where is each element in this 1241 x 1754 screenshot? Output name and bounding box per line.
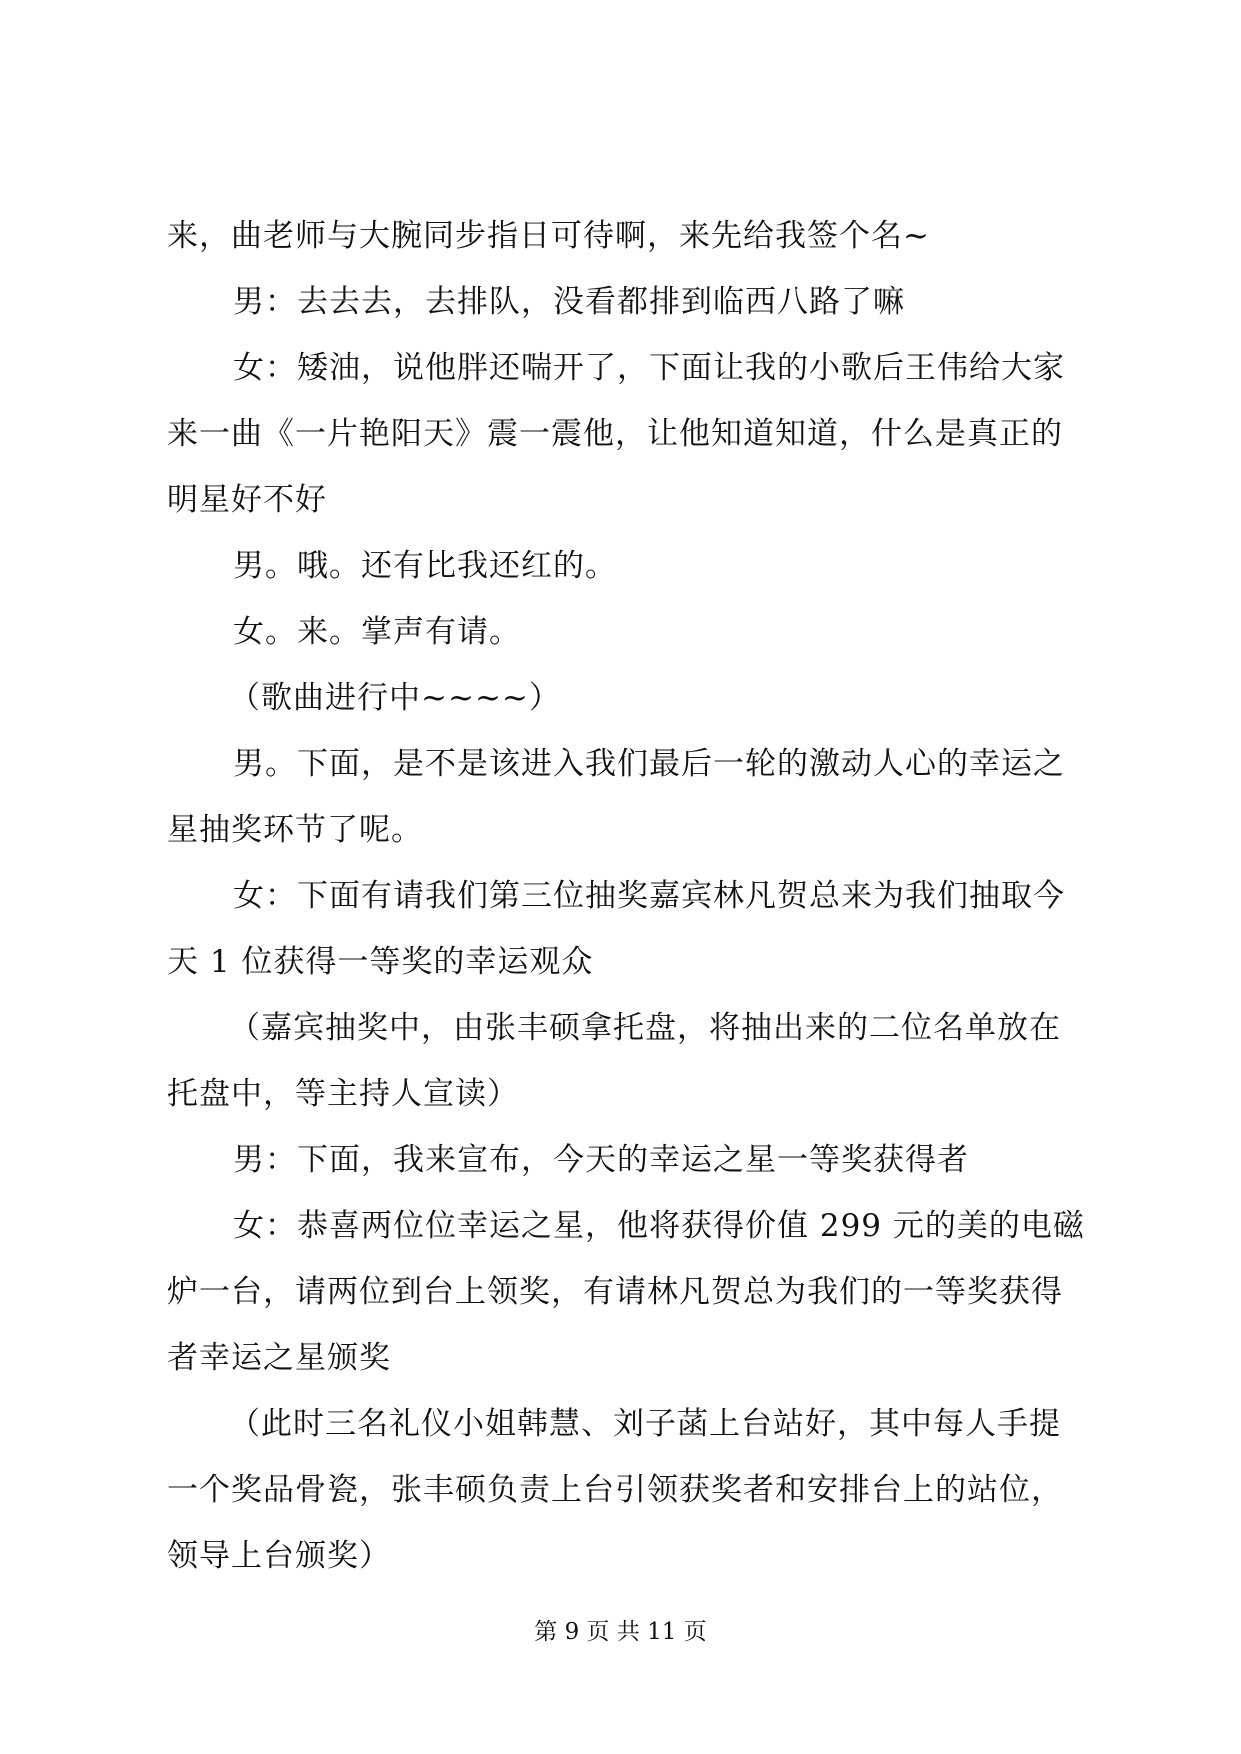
text-line: 男。下面，是不是该进入我们最后一轮的激动人心的幸运之 bbox=[233, 746, 1065, 782]
page-footer bbox=[0, 1617, 1241, 1647]
text-line: 来一曲《一片艳阳天》震一震他，让他知道知道，什么是真正的 bbox=[167, 416, 1063, 452]
text-line: 来，曲老师与大腕同步指日可待啊，来先给我签个名~ bbox=[167, 218, 930, 254]
text-line: 托盘中，等主持人宣读） bbox=[167, 1076, 519, 1112]
text-line: 明星好不好 bbox=[167, 482, 327, 518]
page-number-label: 第 9 页 共 11 页 bbox=[534, 1619, 707, 1645]
text-line: 炉一台，请两位到台上领奖，有请林凡贺总为我们的一等奖获得 bbox=[167, 1274, 1063, 1310]
text-line: 女：矮油，说他胖还喘开了，下面让我的小歌后王伟给大家 bbox=[233, 350, 1065, 386]
text-line: 天 1 位获得一等奖的幸运观众 bbox=[167, 944, 594, 980]
text-line: 者幸运之星颁奖 bbox=[167, 1340, 391, 1376]
text-line: 男。哦。还有比我还红的。 bbox=[233, 548, 617, 584]
text-line: 女：下面有请我们第三位抽奖嘉宾林凡贺总来为我们抽取今 bbox=[233, 878, 1065, 914]
text-line: 领导上台颁奖） bbox=[167, 1538, 391, 1574]
text-line: 一个奖品骨瓷，张丰硕负责上台引领获奖者和安排台上的站位， bbox=[167, 1472, 1063, 1508]
document-body bbox=[167, 203, 1085, 1589]
text-line: （此时三名礼仪小姐韩慧、刘子菡上台站好，其中每人手提 bbox=[229, 1406, 1061, 1442]
text-line: （歌曲进行中~~~~） bbox=[229, 680, 561, 716]
text-line: （嘉宾抽奖中，由张丰硕拿托盘，将抽出来的二位名单放在 bbox=[229, 1010, 1061, 1046]
text-line: 男：下面，我来宣布，今天的幸运之星一等奖获得者 bbox=[233, 1142, 969, 1178]
text-line: 女：恭喜两位位幸运之星，他将获得价值 299 元的美的电磁 bbox=[233, 1208, 1085, 1244]
text-line: 女。来。掌声有请。 bbox=[233, 614, 521, 650]
text-line: 星抽奖环节了呢。 bbox=[167, 812, 423, 848]
text-line: 男：去去去，去排队，没看都排到临西八路了嘛 bbox=[233, 284, 905, 320]
